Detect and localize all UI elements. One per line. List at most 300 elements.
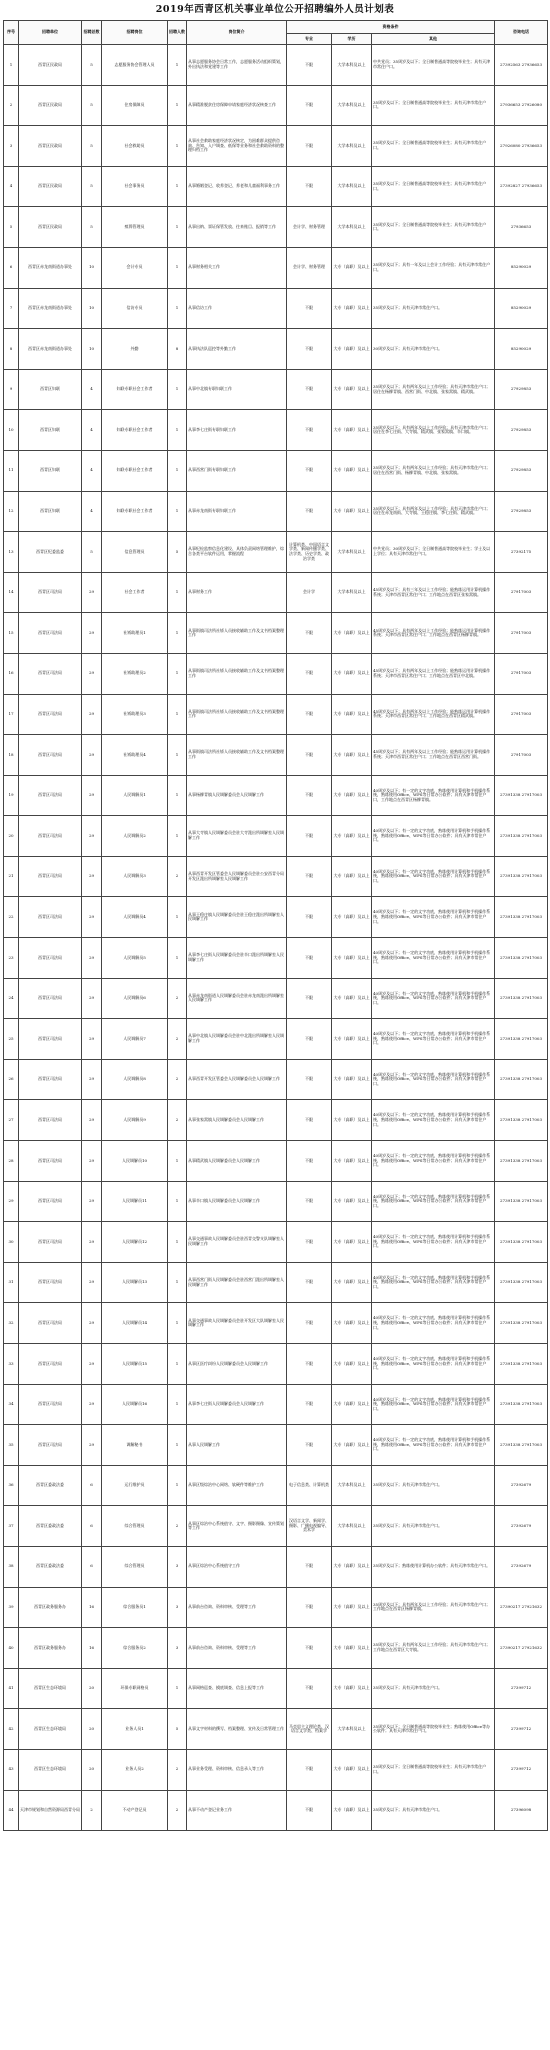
cell-post: 妇联专职社会工作者 (102, 369, 168, 410)
table-row (4, 1790, 548, 1831)
cell-major: 不限 (287, 410, 332, 451)
cell-total: 29 (82, 856, 102, 897)
cell-count: 1 (168, 207, 187, 248)
cell-post: 调解秘书 (102, 1425, 168, 1466)
cell-total: 29 (82, 1303, 102, 1344)
recruitment-table (3, 20, 548, 1831)
cell-desc: 从事大寺镇人民调解委员会驻大寺派出所调解室人民调解工作 (187, 816, 287, 857)
cell-unit: 西青区司法局 (19, 613, 82, 654)
cell-unit: 西青区妇联 (19, 410, 82, 451)
cell-post: 社矫助理员1 (102, 613, 168, 654)
cell-major: 不限 (287, 1303, 332, 1344)
cell-seq: 26 (4, 1059, 19, 1100)
cell-count: 1 (168, 45, 187, 86)
cell-phone: 27392679 (495, 1546, 548, 1587)
cell-desc: 从事街镇司法所社矫人员接收辅助工作及文书档案整理工作 (187, 694, 287, 735)
cell-unit: 西青区司法局 (19, 1019, 82, 1060)
cell-total: 6 (82, 1465, 102, 1506)
cell-desc: 从事交通事故人民调解委员会驻西青交警支队调解室人民调解工作 (187, 1222, 287, 1263)
cell-count: 1 (168, 1668, 187, 1709)
cell-total: 29 (82, 1425, 102, 1466)
table-row (4, 1384, 548, 1425)
cell-desc: 从事赤龙南街专职妇联工作 (187, 491, 287, 532)
cell-phone: 27391338 27917003 (495, 1303, 548, 1344)
cell-count: 1 (168, 694, 187, 735)
cell-phone: 27391338 27917003 (495, 1019, 548, 1060)
cell-unit: 西青区妇联 (19, 450, 82, 491)
cell-total: 10 (82, 329, 102, 370)
cell-major: 不限 (287, 491, 332, 532)
cell-edu: 大专（高职）及以上 (332, 1628, 372, 1669)
cell-total: 29 (82, 694, 102, 735)
cell-seq: 25 (4, 1019, 19, 1060)
cell-other: 40周岁及以下；有一定的文字功底，熟练使用计算机和手机操作系统，熟练使用Office、WPS等日常办公软件；具有天津市常住户口。 (372, 1181, 495, 1222)
cell-desc: 从事辛口镇人民调解委员会人民调解工作 (187, 1181, 287, 1222)
header-total: 招聘总数 (82, 21, 102, 45)
table-row (4, 329, 548, 370)
cell-edu: 大学本科及以上 (332, 166, 372, 207)
cell-unit: 西青区生态环境局 (19, 1749, 82, 1790)
cell-other: 40周岁及以下；有一定的文字功底，熟练使用计算机和手机操作系统，熟练使用Office、WPS等日常办公软件；具有天津市常住户口。 (372, 856, 495, 897)
cell-seq: 38 (4, 1546, 19, 1587)
cell-count: 1 (168, 126, 187, 167)
table-row (4, 816, 548, 857)
cell-seq: 40 (4, 1628, 19, 1669)
cell-unit: 西青区民政局 (19, 126, 82, 167)
cell-edu: 大专（高职）及以上 (332, 735, 372, 776)
cell-total: 20 (82, 1668, 102, 1709)
cell-seq: 41 (4, 1668, 19, 1709)
cell-major: 不限 (287, 938, 332, 979)
table-row (4, 856, 548, 897)
cell-edu: 大专（高职）及以上 (332, 1668, 372, 1709)
table-row (4, 1059, 548, 1100)
cell-other: 35周岁及以下；具有两年及以上工作经验；具有天津市常住户口；工作地点在西青区杨柳青镇。 (372, 1587, 495, 1628)
cell-other: 30周岁及以下；具有天津市常住户口。 (372, 329, 495, 370)
cell-count: 1 (168, 938, 187, 979)
cell-phone: 27392679 (495, 1506, 548, 1547)
cell-other: 40周岁及以下；有一定的文字功底，熟练使用计算机和手机操作系统，熟练使用Office、WPS等日常办公软件；具有天津市常住户口。 (372, 978, 495, 1019)
cell-other: 35周岁及以下；具有天津市常住户口。 (372, 1668, 495, 1709)
cell-unit: 西青区委政法委 (19, 1465, 82, 1506)
cell-post: 综合管理员 (102, 1506, 168, 1547)
page-title: 2019年西青区机关事业单位公开招聘编外人员计划表 (155, 4, 395, 15)
cell-phone: 85290029 (495, 247, 548, 288)
cell-phone: 27391338 27917003 (495, 978, 548, 1019)
cell-count: 1 (168, 1141, 187, 1182)
cell-unit: 西青区民政局 (19, 166, 82, 207)
table-row (4, 1100, 548, 1141)
cell-count: 1 (168, 897, 187, 938)
cell-post: 人民调解员1 (102, 775, 168, 816)
cell-seq: 18 (4, 735, 19, 776)
cell-major: 不限 (287, 775, 332, 816)
cell-post: 综合服务员1 (102, 1587, 168, 1628)
cell-post: 外勤 (102, 329, 168, 370)
cell-unit: 西青区妇联 (19, 491, 82, 532)
cell-total: 5 (82, 85, 102, 126)
cell-seq: 35 (4, 1425, 19, 1466)
cell-seq: 16 (4, 653, 19, 694)
table-row (4, 491, 548, 532)
cell-count: 2 (168, 1059, 187, 1100)
cell-major: 不限 (287, 1262, 332, 1303)
cell-other: 40周岁及以下；有一定的文字功底，熟练使用计算机和手机操作系统，熟练使用Office、WPS等日常办公软件；具有天津市常住户口。 (372, 1100, 495, 1141)
cell-major: 不限 (287, 1019, 332, 1060)
cell-post: 人民调解员12 (102, 1222, 168, 1263)
cell-total: 29 (82, 1019, 102, 1060)
cell-seq: 34 (4, 1384, 19, 1425)
header-seq: 序号 (4, 21, 19, 45)
cell-total: 10 (82, 288, 102, 329)
cell-other: 40周岁及以下；有一定的文字功底，熟练使用计算机和手机操作系统，熟练使用Office、WPS等日常办公软件；具有天津市常住户口。 (372, 1262, 495, 1303)
cell-seq: 10 (4, 410, 19, 451)
cell-unit: 西青区司法局 (19, 1425, 82, 1466)
cell-post: 信息管理员 (102, 532, 168, 573)
cell-total: 5 (82, 166, 102, 207)
cell-desc: 从事西营门街人民调解委员会驻西营门派出所调解室人民调解工作 (187, 1262, 287, 1303)
table-row (4, 775, 548, 816)
cell-post: 殡葬管理员 (102, 207, 168, 248)
cell-major: 不限 (287, 1749, 332, 1790)
table-row (4, 1344, 548, 1385)
cell-unit: 西青区司法局 (19, 1141, 82, 1182)
cell-count: 2 (168, 1749, 187, 1790)
cell-count: 1 (168, 1344, 187, 1385)
cell-seq: 24 (4, 978, 19, 1019)
cell-desc: 从事志愿服务协会日常工作，志愿服务活动组织策划，外出执法和党建等工作 (187, 45, 287, 86)
cell-major: 不限 (287, 1141, 332, 1182)
cell-phone: 27929853 (495, 369, 548, 410)
table-header (4, 21, 548, 45)
cell-desc: 从事街镇司法所社矫人员接收辅助工作及文书档案整理工作 (187, 735, 287, 776)
cell-edu: 大专（高职）及以上 (332, 1587, 372, 1628)
cell-major: 不限 (287, 45, 332, 86)
cell-edu: 大学本科及以上 (332, 126, 372, 167)
cell-phone: 27399712 (495, 1709, 548, 1750)
cell-other: 45周岁及以下；具有三年及以上工作经验；能熟练运用计算机操作系统；天津市西青区常住户口；工作地点在西青区张家窝镇。 (372, 572, 495, 613)
cell-phone: 27391338 27917003 (495, 1100, 548, 1141)
cell-unit: 西青区司法局 (19, 856, 82, 897)
cell-other: 35周岁及以下；具有一年及以上会计工作经验；具有天津市常住户口。 (372, 247, 495, 288)
cell-major: 不限 (287, 85, 332, 126)
header-major: 专业 (287, 34, 332, 45)
cell-count: 2 (168, 856, 187, 897)
cell-total: 20 (82, 1749, 102, 1790)
cell-unit: 西青区赤龙南街道办事处 (19, 329, 82, 370)
cell-seq: 29 (4, 1181, 19, 1222)
cell-other: 40周岁及以下；有一定的文字功底，熟练使用计算机和手机操作系统，熟练使用Office、WPS等日常办公软件；具有天津市常住户口。 (372, 1425, 495, 1466)
table-row (4, 1425, 548, 1466)
cell-post: 综合管理员 (102, 1546, 168, 1587)
cell-seq: 23 (4, 938, 19, 979)
cell-other: 35周岁及以下；具有两年及以上工作经验；具有天津市常住户口；居住在杨柳青镇、西营门街、中北镇、张家窝镇、精武镇。 (372, 369, 495, 410)
cell-count: 1 (168, 735, 187, 776)
cell-major: 不限 (287, 126, 332, 167)
cell-edu: 大专（高职）及以上 (332, 1790, 372, 1831)
cell-desc: 从事区医疗纠纷人民调解委员会人民调解工作 (187, 1344, 287, 1385)
cell-major: 不限 (287, 1384, 332, 1425)
cell-major: 不限 (287, 735, 332, 776)
cell-seq: 19 (4, 775, 19, 816)
table-row (4, 735, 548, 776)
cell-unit: 西青区司法局 (19, 1222, 82, 1263)
table-row (4, 410, 548, 451)
cell-major: 会计学、财务管理 (287, 207, 332, 248)
cell-total: 5 (82, 126, 102, 167)
cell-edu: 大学本科及以上 (332, 1465, 372, 1506)
cell-post: 人民调解员8 (102, 1059, 168, 1100)
cell-post: 不动产登记员 (102, 1790, 168, 1831)
cell-desc: 从事执法队巡控等外勤工作 (187, 329, 287, 370)
cell-other: 35周岁及以下；具有两年及以上工作经验；具有天津市常住户口；居住在西营门街、杨柳青镇、中北镇、张家窝镇。 (372, 450, 495, 491)
table-row (4, 653, 548, 694)
cell-phone: 27391338 27917003 (495, 1181, 548, 1222)
cell-other: 35周岁及以下；具有两年及以上工作经验；具有天津市常住户口；工作地点在西青区大寺镇。 (372, 1628, 495, 1669)
cell-major: 不限 (287, 653, 332, 694)
cell-phone: 27391338 27917003 (495, 1384, 548, 1425)
cell-major: 会计学、财务管理 (287, 247, 332, 288)
cell-other: 40周岁及以下；有一定的文字功底，熟练使用计算机和手机操作系统，熟练使用Office、WPS等日常办公软件；具有天津市常住户口，工作地点在西青区杨柳青镇。 (372, 775, 495, 816)
cell-desc: 从事西营门街专职妇联工作 (187, 450, 287, 491)
cell-other: 35周岁及以下；全日制普通高等院校毕业生；具有天津市常住户口。 (372, 126, 495, 167)
cell-post: 人民调解员6 (102, 978, 168, 1019)
cell-phone: 27917003 (495, 572, 548, 613)
table-row (4, 1506, 548, 1547)
cell-unit: 西青区生态环境局 (19, 1709, 82, 1750)
cell-edu: 大专（高职）及以上 (332, 694, 372, 735)
cell-post: 人民调解员10 (102, 1141, 168, 1182)
cell-desc: 从事街镇司法所社矫人员接收辅助工作及文书档案整理工作 (187, 613, 287, 654)
cell-desc: 从事文字材料的撰写、档案整理、宣传及日常管理工作 (187, 1709, 287, 1750)
cell-unit: 西青区司法局 (19, 897, 82, 938)
cell-phone: 27936653 (495, 207, 548, 248)
cell-unit: 天津市规划和自然资源局西青分局 (19, 1790, 82, 1831)
cell-major: 汉语言文学、新闻学、摄影、广播电视编导、美术学 (287, 1506, 332, 1547)
cell-total: 29 (82, 1262, 102, 1303)
cell-other: 35周岁及以下；具有天津市常住户口。 (372, 1506, 495, 1547)
cell-desc: 从事区级综治中心网络、软硬件等维护工作 (187, 1465, 287, 1506)
cell-post: 社矫助理员4 (102, 735, 168, 776)
cell-seq: 28 (4, 1141, 19, 1182)
cell-unit: 西青区司法局 (19, 1100, 82, 1141)
cell-post: 妇联专职社会工作者 (102, 410, 168, 451)
cell-post: 人民调解员3 (102, 856, 168, 897)
cell-edu: 大学本科及以上 (332, 45, 372, 86)
cell-total: 6 (82, 1506, 102, 1547)
cell-seq: 32 (4, 1303, 19, 1344)
cell-major: 不限 (287, 1790, 332, 1831)
cell-other: 35周岁及以下；全日制普通高等院校毕业生；具有天津市常住户口。 (372, 166, 495, 207)
cell-edu: 大学本科及以上 (332, 85, 372, 126)
cell-count: 1 (168, 288, 187, 329)
cell-seq: 3 (4, 126, 19, 167)
cell-major: 不限 (287, 613, 332, 654)
cell-other: 40周岁及以下；有一定的文字功底，熟练使用计算机和手机操作系统，熟练使用Office、WPS等日常办公软件；具有天津市常住户口。 (372, 1344, 495, 1385)
cell-desc: 从事前台咨询、资料审核、受理等工作 (187, 1587, 287, 1628)
header-qual: 资格条件 (287, 21, 495, 34)
cell-seq: 1 (4, 45, 19, 86)
table-row (4, 1587, 548, 1628)
cell-seq: 27 (4, 1100, 19, 1141)
cell-post: 人民调解员14 (102, 1303, 168, 1344)
cell-desc: 从事李七庄街人民调解委员会驻辛口派出所调解室人民调解工作 (187, 938, 287, 979)
cell-unit: 西青区赤龙南街道办事处 (19, 288, 82, 329)
table-row (4, 897, 548, 938)
cell-unit: 西青区司法局 (19, 694, 82, 735)
cell-desc: 从事信访工作 (187, 288, 287, 329)
cell-phone: 27917003 (495, 613, 548, 654)
cell-desc: 从事李七庄街人民调解委员会人民调解工作 (187, 1384, 287, 1425)
cell-count: 3 (168, 1546, 187, 1587)
cell-total: 29 (82, 1181, 102, 1222)
cell-desc: 从事街镇司法所社矫人员接收辅助工作及文书档案整理工作 (187, 653, 287, 694)
table-row (4, 1222, 548, 1263)
cell-unit: 西青区纪委监委 (19, 532, 82, 573)
cell-phone: 27392679 (495, 1465, 548, 1506)
cell-count: 1 (168, 491, 187, 532)
cell-count: 1 (168, 1384, 187, 1425)
cell-count: 1 (168, 816, 187, 857)
cell-desc: 从事杨柳青镇人民调解委员会人民调解工作 (187, 775, 287, 816)
cell-edu: 大专（高职）及以上 (332, 288, 372, 329)
cell-edu: 大专（高职）及以上 (332, 816, 372, 857)
cell-other: 45周岁及以下；具有两年及以上工作经验；能熟练运用计算机操作系统；天津市西青区常住户口；工作地点在西青区中北镇。 (372, 653, 495, 694)
cell-phone: 27936653 27926080 (495, 85, 548, 126)
cell-unit: 西青区司法局 (19, 775, 82, 816)
cell-other: 40周岁及以下；有一定的文字功底，熟练使用计算机和手机操作系统，熟练使用Office、WPS等日常办公软件；具有天津市常住户口。 (372, 1222, 495, 1263)
cell-seq: 20 (4, 816, 19, 857)
cell-post: 人民调解员2 (102, 816, 168, 857)
header-other: 其他 (372, 34, 495, 45)
header-count: 招聘人数 (168, 21, 187, 45)
cell-major: 不限 (287, 694, 332, 735)
cell-unit: 西青区委政法委 (19, 1546, 82, 1587)
cell-post: 社矫助理员3 (102, 694, 168, 735)
cell-phone: 27399712 (495, 1668, 548, 1709)
cell-phone: 27929853 (495, 450, 548, 491)
cell-edu: 大专（高职）及以上 (332, 1059, 372, 1100)
cell-seq: 14 (4, 572, 19, 613)
cell-other: 40周岁及以下；有一定的文字功底，熟练使用计算机和手机操作系统，熟练使用Office、WPS等日常办公软件；具有天津市常住户口。 (372, 1384, 495, 1425)
header-phone: 咨询电话 (495, 21, 548, 45)
cell-major: 不限 (287, 1059, 332, 1100)
cell-count: 1 (168, 166, 187, 207)
cell-edu: 大专（高职）及以上 (332, 1303, 372, 1344)
cell-desc: 从事前台咨询、资料审核、受理等工作 (187, 1628, 287, 1669)
cell-major: 不限 (287, 166, 332, 207)
cell-count: 1 (168, 85, 187, 126)
table-row (4, 938, 548, 979)
cell-desc: 从事王稳庄镇人民调解委员会驻王稳庄派出所调解室人民调解工作 (187, 897, 287, 938)
table-row (4, 532, 548, 573)
cell-seq: 15 (4, 613, 19, 654)
cell-seq: 33 (4, 1344, 19, 1385)
cell-seq: 21 (4, 856, 19, 897)
cell-total: 29 (82, 816, 102, 857)
cell-major: 不限 (287, 450, 332, 491)
cell-count: 5 (168, 1709, 187, 1750)
cell-post: 人民调解员5 (102, 938, 168, 979)
cell-desc: 从事张家窝镇人民调解委员会人民调解工作 (187, 1100, 287, 1141)
cell-desc: 从事婚姻登记、收养登记、养老和儿童福利事务工作 (187, 166, 287, 207)
cell-desc: 从事精武镇人民调解委员会人民调解工作 (187, 1141, 287, 1182)
cell-phone: 85290029 (495, 288, 548, 329)
cell-total: 2 (82, 1790, 102, 1831)
cell-major: 不限 (287, 1668, 332, 1709)
header-unit: 招聘单位 (19, 21, 82, 45)
cell-phone: 27391338 27917003 (495, 816, 548, 857)
cell-total: 16 (82, 1628, 102, 1669)
cell-edu: 大专（高职）及以上 (332, 329, 372, 370)
cell-count: 2 (168, 1100, 187, 1141)
cell-count: 1 (168, 1181, 187, 1222)
cell-seq: 13 (4, 532, 19, 573)
cell-total: 5 (82, 45, 102, 86)
cell-edu: 大专（高职）及以上 (332, 938, 372, 979)
cell-count: 1 (168, 1465, 187, 1506)
cell-total: 29 (82, 1100, 102, 1141)
cell-edu: 大专（高职）及以上 (332, 1262, 372, 1303)
cell-unit: 西青区司法局 (19, 1181, 82, 1222)
cell-post: 环保专职网格员 (102, 1668, 168, 1709)
cell-seq: 39 (4, 1587, 19, 1628)
cell-unit: 西青区司法局 (19, 1262, 82, 1303)
cell-unit: 西青区民政局 (19, 85, 82, 126)
cell-other: 35周岁及以下；全日制普通高等院校毕业生；熟练使用Office等办公软件；具有天津市常住户口。 (372, 1709, 495, 1750)
cell-edu: 大专（高职）及以上 (332, 1384, 372, 1425)
cell-desc: 从事不动产登记业务工作 (187, 1790, 287, 1831)
cell-post: 综合服务员2 (102, 1628, 168, 1669)
cell-desc: 从事交通事故人民调解委员会驻开发区大队调解室人民调解工作 (187, 1303, 287, 1344)
cell-major: 不限 (287, 1181, 332, 1222)
cell-count: 1 (168, 1262, 187, 1303)
cell-edu: 大专（高职）及以上 (332, 1344, 372, 1385)
cell-total: 29 (82, 653, 102, 694)
cell-phone: 27929853 (495, 410, 548, 451)
cell-count: 2 (168, 1019, 187, 1060)
cell-total: 29 (82, 1141, 102, 1182)
cell-unit: 西青区司法局 (19, 572, 82, 613)
cell-phone: 27391338 27917003 (495, 1425, 548, 1466)
cell-edu: 大专（高职）及以上 (332, 1141, 372, 1182)
cell-post: 业务人员2 (102, 1749, 168, 1790)
cell-desc: 从事出纳、票证保管发放、往来账目、报销等工作 (187, 207, 287, 248)
cell-post: 运行维护员 (102, 1465, 168, 1506)
cell-seq: 31 (4, 1262, 19, 1303)
cell-edu: 大专（高职）及以上 (332, 369, 372, 410)
table-row (4, 694, 548, 735)
cell-other: 40周岁及以下；有一定的文字功底，熟练使用计算机和手机操作系统，熟练使用Office、WPS等日常办公软件；具有天津市常住户口。 (372, 816, 495, 857)
cell-edu: 大学本科及以上 (332, 207, 372, 248)
cell-phone: 27392563 27936653 (495, 45, 548, 86)
table-body (4, 45, 548, 1831)
table-row (4, 1546, 548, 1587)
cell-edu: 大专（高职）及以上 (332, 410, 372, 451)
cell-unit: 西青区民政局 (19, 207, 82, 248)
cell-seq: 2 (4, 85, 19, 126)
cell-seq: 37 (4, 1506, 19, 1547)
cell-phone: 27391338 27917003 (495, 897, 548, 938)
cell-count: 2 (168, 1790, 187, 1831)
cell-seq: 9 (4, 369, 19, 410)
cell-desc: 从事业务受理、资料审核、信息录入等工作 (187, 1749, 287, 1790)
cell-count: 1 (168, 572, 187, 613)
cell-other: 35周岁及以下；具有天津市常住户口。 (372, 1465, 495, 1506)
table-row (4, 450, 548, 491)
cell-edu: 大专（高职）及以上 (332, 613, 372, 654)
cell-unit: 西青区生态环境局 (19, 1668, 82, 1709)
